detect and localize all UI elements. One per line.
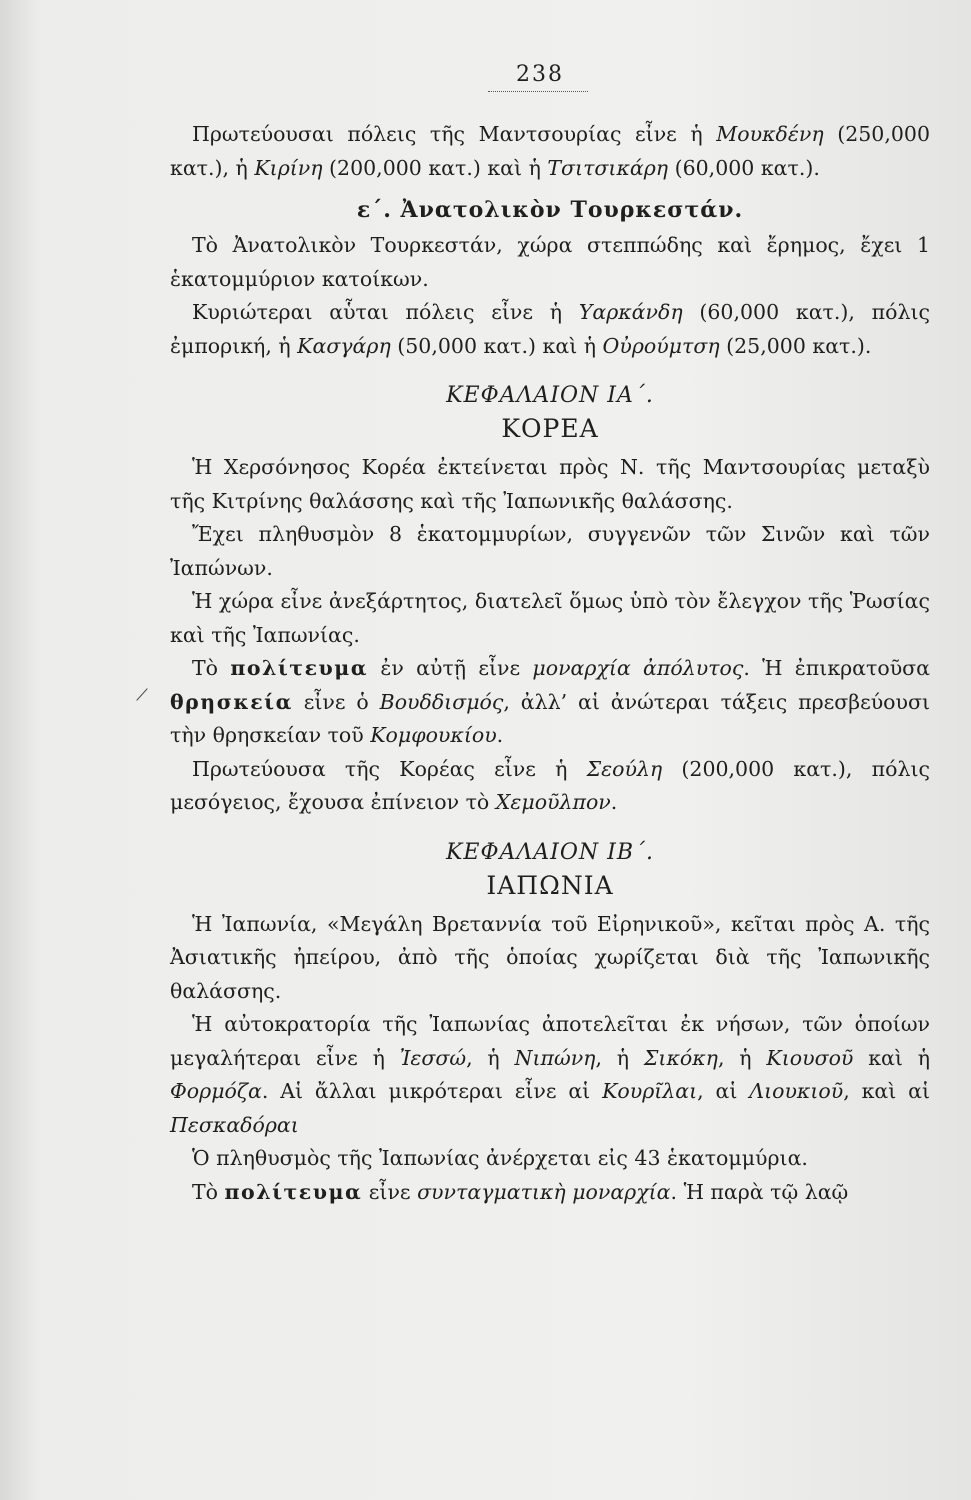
korea-paragraph-4: Τὸ πολίτευμα ἐν αὐτῇ εἶνε μοναρχία ἀπόλυτος. Ἡ ἐπικρατοῦσα θρησκεία εἶνε ὁ Βουδδισμός, ἀλλ’ αἱ ἀνώτεραι τάξεις πρεσβεύουσι τὴν θρησκείαν τοῦ Κομφουκίου.: [170, 656, 931, 747]
page-number-rule: [488, 91, 588, 92]
korea-paragraph-1: Ἡ Χερσόνησος Κορέα ἐκτείνεται πρὸς Ν. τῆς Μαντσουρίας μεταξὺ τῆς Κιτρίνης θαλάσσης καὶ τῆς Ἰαπωνικῆς θαλάσσης.: [170, 455, 930, 513]
japan-paragraph-2: Ἡ αὐτοκρατορία τῆς Ἰαπωνίας ἀποτελεῖται ἐκ νήσων, τῶν ὁποίων μεγαλήτεραι εἶνε ἡ Ἰεσσώ, ἡ Νιπώνη, ἡ Σικόκη, ἡ Κιουσοῦ καὶ ἡ Φορμόζα. Αἱ ἄλλαι μικρότεραι εἶνε αἱ Κουρῖλαι, αἱ Λιουκιοῦ, καὶ αἱ Πεσκαδόραι: [170, 1012, 931, 1137]
korea-paragraph-5: Πρωτεύουσα τῆς Κορέας εἶνε ἡ Σεούλη (200,000 κατ.), πόλις μεσόγειος, ἔχουσα ἐπίνειον τὸ Χεμοῦλπον.: [170, 756, 930, 814]
korea-paragraph-3: Ἡ χώρα εἶνε ἀνεξάρτητος, διατελεῖ ὅμως ὑπὸ τὸν ἔλεγχον τῆς Ῥωσίας καὶ τῆς Ἰαπωνίας.: [170, 589, 930, 647]
chapter-heading-korea: ΚΕΦΑΛΑΙΟΝ ΙΑ΄.: [446, 383, 654, 408]
country-title-korea: ΚΟΡΕΑ: [501, 414, 599, 443]
korea-paragraph-2: Ἔχει πληθυσμὸν 8 ἑκατομμυρίων, συγγενῶν τῶν Σινῶν καὶ τῶν Ἰαπώνων.: [170, 522, 930, 580]
page-number: 238: [516, 62, 564, 87]
city-name: Υαρκάνδη: [578, 300, 683, 324]
city-name: Κιρίνη: [254, 155, 323, 180]
chapter-heading-japan: ΚΕΦΑΛΑΙΟΝ ΙΒ΄.: [445, 839, 654, 865]
page-content: [170, 62, 930, 1209]
keyword-religion: θρησκεία: [170, 689, 293, 714]
japan-paragraph-3: Ὁ πληθυσμὸς τῆς Ἰαπωνίας ἀνέρχεται εἰς 43 ἑκατομμύρια.: [192, 1146, 808, 1170]
keyword-polity: πολίτευμα: [224, 1179, 363, 1204]
city-name: Τσιτσικάρη: [547, 155, 669, 180]
turkestan-paragraph-1: Τὸ Ἀνατολικὸν Τουρκεστάν, χώρα στεππώδης καὶ ἔρημος, ἔχει 1 ἑκατομμύριον κατοίκων.: [170, 233, 930, 291]
city-name: Οὐρούμτση: [602, 333, 720, 358]
japan-paragraph-1: Ἡ Ἰαπωνία, «Μεγάλη Βρεταννία τοῦ Εἰρηνικοῦ», κεῖται πρὸς Α. τῆς Ἀσιατικῆς ἠπείρου, ἀπὸ τῆς ὁποίας χωρίζεται διὰ τῆς Ἰαπωνικῆς θαλάσσης.: [170, 911, 930, 1003]
city-name: Μουκδένη: [716, 122, 824, 146]
city-name: Κασγάρη: [297, 333, 391, 358]
city-name: Σεούλη: [586, 756, 663, 781]
city-name: Χεμοῦλπον: [495, 790, 611, 814]
intro-paragraph: Πρωτεύουσαι πόλεις τῆς Μαντσουρίας εἶνε ἡ Μουκδένη (250,000 κατ.), ἡ Κιρίνη (200,000 κατ.) καὶ ἡ Τσιτσικάρη (60,000 κατ.).: [170, 122, 930, 180]
japan-paragraph-4: Τὸ πολίτευμα εἶνε συνταγματικὴ μοναρχία. Ἡ παρὰ τῷ λαῷ: [192, 1179, 849, 1204]
section-heading-turkestan: ε΄. Ἀνατολικὸν Τουρκεστάν.: [356, 197, 744, 223]
country-title-japan: ΙΑΠΩΝΙΑ: [486, 870, 614, 900]
keyword-polity: πολίτευμα: [230, 656, 369, 680]
turkestan-paragraph-2: Κυριώτεραι αὗται πόλεις εἶνε ἡ Υαρκάνδη (60,000 κατ.), πόλις ἐμπορική, ἡ Κασγάρη (50,000 κατ.) καὶ ἡ Οὐρούμτση (25,000 κατ.).: [170, 300, 931, 358]
